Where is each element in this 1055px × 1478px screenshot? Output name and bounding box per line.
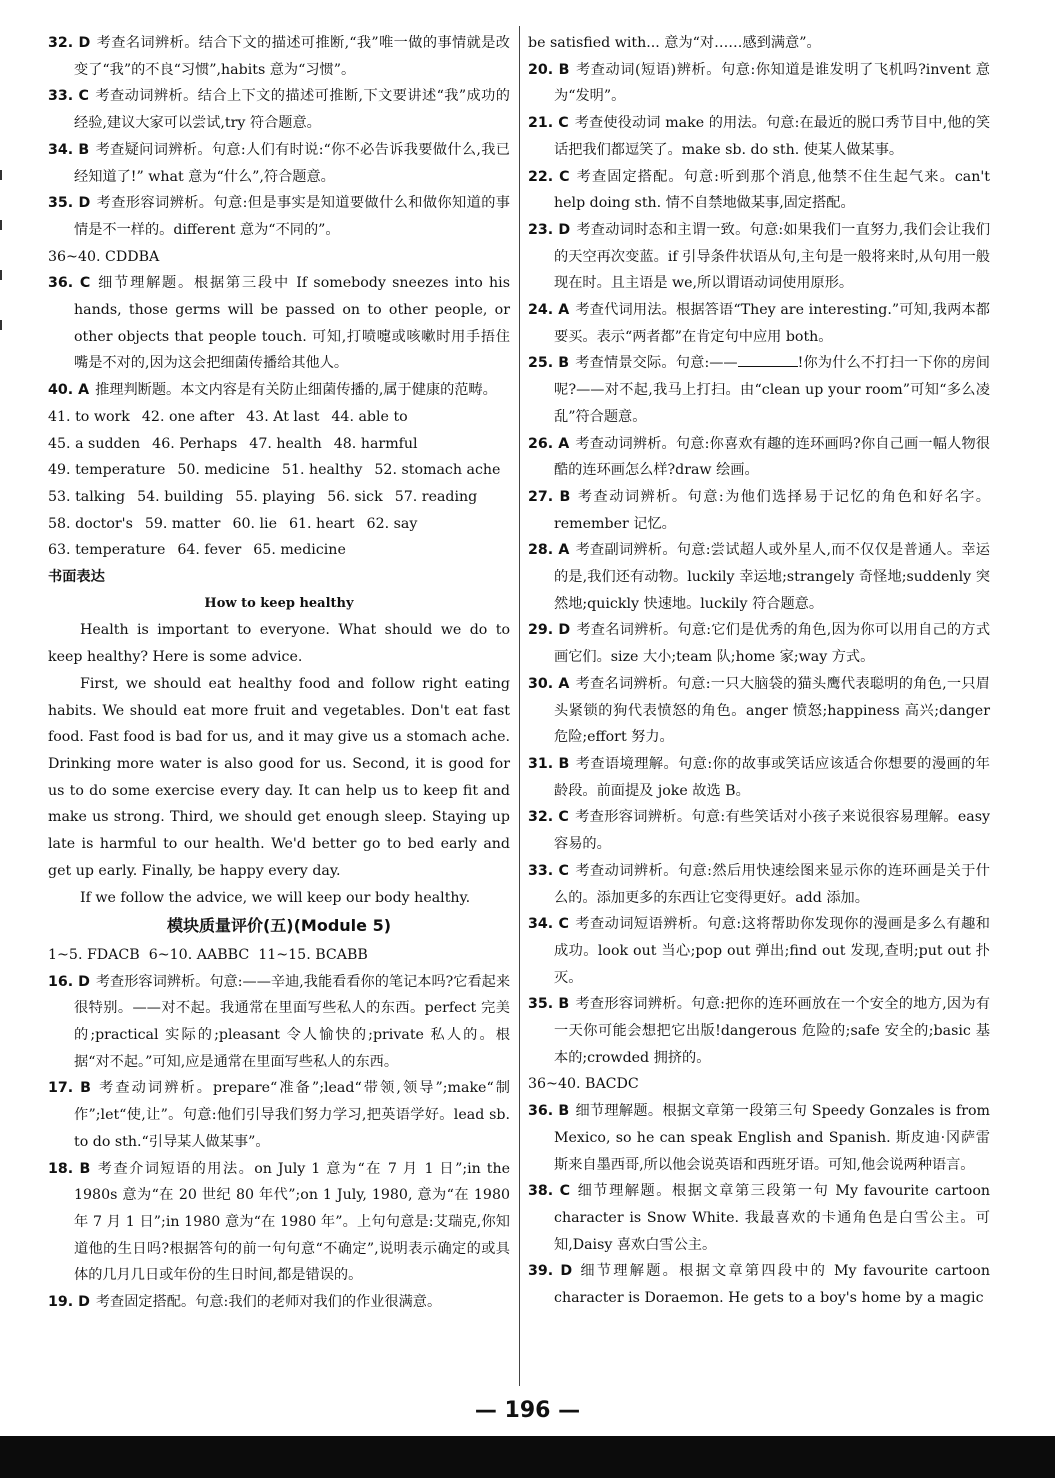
answer-number: 32. D <box>48 35 91 51</box>
answer-key-line: 36~40. CDDBA <box>48 248 160 265</box>
answer-text: 考查形容词辨析。句意:有些笑话对小孩子来说很容易理解。easy 容易的。 <box>554 809 991 853</box>
answer-text: 考查动词辨析。句意:你喜欢有趣的连环画吗?你自己画一幅人物很酷的连环画怎么样?draw 绘画。 <box>554 435 990 479</box>
right-answers <box>528 30 990 350</box>
answer-number: 17. B <box>48 1080 91 1097</box>
mark <box>0 220 2 230</box>
answer-number: 32. C <box>528 809 569 826</box>
vocab-answer: 61. heart <box>288 515 355 532</box>
answer-item <box>528 297 990 350</box>
answer-item <box>528 617 990 670</box>
answer-item <box>528 484 990 537</box>
answer-text: 推理判断题。本文内容是有关防止细菌传播的,属于健康的范畴。 <box>95 382 497 399</box>
answer-number: 18. B <box>48 1160 91 1177</box>
answer-item-25 <box>528 350 990 430</box>
answer-number: 30. A <box>528 675 570 692</box>
answer-text: 考查固定搭配。句意:听到那个消息,他禁不住生起气来。can't help doing sth. 情不自禁地做某事,固定搭配。 <box>554 168 990 212</box>
mark <box>0 170 2 180</box>
answer-item <box>528 751 990 804</box>
vocab-answer: 42. one after <box>141 408 235 425</box>
vocab-answer: 49. temperature <box>48 462 166 479</box>
vocab-answers <box>48 404 510 564</box>
right-column <box>528 30 990 1312</box>
mark <box>0 320 2 330</box>
answer-number: 33. C <box>48 88 89 105</box>
answer-number: 29. D <box>528 622 571 639</box>
vocab-answer: 58. doctor's <box>48 515 133 532</box>
answer-text-a: 考查情景交际。句意:—— <box>575 355 738 372</box>
vocab-answer: 52. stomach ache <box>374 462 501 479</box>
answer-text: 细节理解题。根据文章第四段中的 My favourite cartoon character is Doraemon. He gets to a boy's home by a magic <box>554 1263 990 1307</box>
vocab-answer: 48. harmful <box>333 435 418 452</box>
answer-text: 考查动词辨析。句意:然后用快速绘图来显示你的连环画是关于什么的。添加更多的东西让它变得更好。add 添加。 <box>554 862 990 906</box>
vocab-answer: 64. fever <box>177 542 242 559</box>
answer-item <box>528 991 990 1071</box>
answer-number: 40. A <box>48 382 90 399</box>
answer-text: 考查名词辨析。句意:一只大脑袋的猫头鹰代表聪明的角色,一只眉头紧锁的狗代表愤怒的角色。anger 愤怒;happiness 高兴;danger 危险;effort 努力。 <box>554 675 990 746</box>
writing-section-label: 书面表达 <box>48 569 105 586</box>
answer-number: 20. B <box>528 61 570 78</box>
left-column <box>48 30 510 1316</box>
mark <box>0 270 2 280</box>
answer-number: 34. B <box>48 141 90 158</box>
answer-text: 考查动词短语辨析。句意:这将帮助你发现你的漫画是多么有趣和成功。look out 当心;pop out 弹出;find out 发现,查明;put out 扑灭。 <box>554 916 990 986</box>
answers-line: 1~5. FDACB 6~10. AABBC 11~15. BCABB <box>48 946 368 963</box>
bottom-scan-edge <box>0 1436 1055 1478</box>
answer-number: 33. C <box>528 862 569 879</box>
answer-item <box>528 431 990 484</box>
answer-text: 考查动词(短语)辨析。句意:你知道是谁发明了飞机吗?invent 意为“发明”。 <box>554 61 990 105</box>
answer-item <box>528 1258 990 1311</box>
answer-item <box>528 858 990 911</box>
answer-text: 考查形容词辨析。句意:——辛迪,我能看看你的笔记本吗?它看起来很特别。——对不起。我通常在里面写些私人的东西。perfect 完美的;practical 实际的;pleasant 令人愉快的;private 私人的。根据“对不起。”可知,应是通常在里面写些私人的东西。 <box>74 973 511 1070</box>
essay-body <box>48 617 510 911</box>
answer-item <box>528 217 990 297</box>
answer-item <box>528 1098 990 1178</box>
answer-item <box>528 911 990 991</box>
answer-number: 25. B <box>528 355 570 372</box>
answer-text: 考查疑问词辨析。句意:人们有时说:“你不必告诉我要做什么,我已经知道了!” what 意为“什么”,符合题意。 <box>74 141 510 185</box>
vocab-answer: 50. medicine <box>177 462 270 479</box>
answer-item <box>528 1178 990 1258</box>
answer-number: 21. C <box>528 115 569 132</box>
continued-text: be satisfied with... 意为“对……感到满意”。 <box>528 35 821 51</box>
answer-number: 36. C <box>48 275 91 292</box>
answer-text: 考查介词短语的用法。on July 1 意为“在 7 月 1 日”;in the 1980s 意为“在 20 世纪 80 年代”;on 1 July, 1980, 意为“在 1980 年 7 月 1 日”;in 1980 意为“在 1980 年”。上句句意是:艾瑞克,你知道他的生日吗?根据答句的前一句句意“不确定”,说明表示确定的或具体的几月几日或年份的生日时间,都是错误的。 <box>74 1160 510 1284</box>
answer-item <box>528 671 990 751</box>
vocab-answer: 65. medicine <box>253 542 346 559</box>
answer-text: 细节理解题。根据文章第三段第一句 My favourite cartoon character is Snow White. 我最喜欢的卡通角色是白雪公主。可知,Daisy 喜欢白雪公主。 <box>554 1183 991 1253</box>
answer-number: 28. A <box>528 542 570 559</box>
vocab-answer: 55. playing <box>235 488 316 505</box>
answer-text: 考查使役动词 make 的用法。句意:在最近的脱口秀节目中,他的笑话把我们都逗笑了。make sb. do sth. 使某人做某事。 <box>554 115 991 158</box>
answer-item <box>48 377 510 404</box>
left-answers-2 <box>48 969 510 1316</box>
answer-number: 36. B <box>528 1103 570 1120</box>
vocab-answer: 45. a sudden <box>48 435 141 452</box>
answer-item <box>48 30 510 83</box>
essay-title: How to keep healthy <box>204 595 354 611</box>
answer-item <box>48 969 510 1076</box>
answer-text: 考查语境理解。句意:你的故事或笑话应该适合你想要的漫画的年龄段。前面提及 joke 故选 B。 <box>554 755 990 799</box>
answer-text: 考查动词辨析。句意:为他们选择易于记忆的角色和好名字。remember 记忆。 <box>554 488 990 532</box>
answer-item <box>48 270 510 377</box>
answer-item <box>48 1156 510 1290</box>
binding-marks <box>0 170 6 370</box>
fill-blank <box>738 354 798 367</box>
answer-text: 考查副词辨析。句意:尝试超人或外星人,而不仅仅是普通人。幸运的是,我们还有动物。luckily 幸运地;strangely 奇怪地;suddenly 突然地;quickly 快速地。luckily 符合题意。 <box>554 542 990 612</box>
answer-text: 考查形容词辨析。句意:但是事实是知道要做什么和做你知道的事情是不一样的。different 意为“不同的”。 <box>74 195 510 238</box>
answer-number: 26. A <box>528 435 570 452</box>
answer-text: 考查动词辨析。prepare“准备”;lead“带领,领导”;make“制作”;let“使,让”。句意:他们引导我们努力学习,把英语学好。lead sb. to do sth.“引导某人做某事”。 <box>74 1080 510 1150</box>
answer-number: 34. C <box>528 916 569 933</box>
answer-number: 27. B <box>528 488 571 505</box>
vocab-answer: 60. lie <box>232 515 277 532</box>
essay-paragraph: Health is important to everyone. What should we do to keep healthy? Here is some advice. <box>48 622 510 666</box>
answer-item <box>528 537 990 617</box>
answer-item <box>48 1289 510 1316</box>
answer-item <box>528 110 990 163</box>
page-number: — 196 — <box>474 1398 581 1423</box>
vocab-answer: 51. healthy <box>281 462 363 479</box>
vocab-answer: 63. temperature <box>48 542 166 559</box>
vocab-answer: 47. health <box>249 435 322 452</box>
answer-text: 考查名词辨析。句意:它们是优秀的角色,因为你可以用自己的方式画它们。size 大小;team 队;home 家;way 方式。 <box>554 622 991 666</box>
answer-number: 19. D <box>48 1294 90 1311</box>
answer-number: 16. D <box>48 973 90 990</box>
essay-paragraph: First, we should eat healthy food and follow right eating habits. We should eat more fruit and vegetables. Don't eat fast food. Fast food is bad for us, and it may give us a stomach ache. Drinking more water is also good for us. Second, it is good for us to do some exercise every day. It can help us to keep fit and make us strong. Third, we should get enough sleep. Staying up late is harmful to our health. We'd better go to bed early and get up early. Finally, be happy every day. <box>48 675 510 879</box>
module-title: 模块质量评价(五)(Module 5) <box>166 916 392 936</box>
answer-text: 考查形容词辨析。句意:把你的连环画放在一个安全的地方,因为有一天你可能会想把它出版!dangerous 危险的;safe 安全的;basic 基本的;crowded 拥挤的。 <box>554 996 991 1066</box>
column-divider <box>519 26 520 1386</box>
answer-item <box>48 137 510 190</box>
answer-number: 35. D <box>48 195 91 212</box>
vocab-answer: 59. matter <box>144 515 221 532</box>
answer-text: 考查固定搭配。句意:我们的老师对我们的作业很满意。 <box>95 1294 442 1311</box>
answer-item <box>48 1075 510 1155</box>
answer-number: 23. D <box>528 221 571 238</box>
answer-number: 35. B <box>528 996 570 1013</box>
answer-number: 22. C <box>528 168 570 185</box>
vocab-answer: 53. talking <box>48 488 126 505</box>
answer-number: 31. B <box>528 755 570 772</box>
vocab-answer: 44. able to <box>331 408 408 425</box>
answer-item <box>48 190 510 243</box>
vocab-answer: 41. to work <box>48 408 130 425</box>
answer-text: 考查动词辨析。结合上下文的描述可推断,下文要讲述“我”成功的经验,建议大家可以尝试,try 符合题意。 <box>74 88 510 132</box>
vocab-answer: 46. Perhaps <box>152 435 238 452</box>
vocab-answer: 62. say <box>366 515 418 532</box>
answer-text: 细节理解题。根据第三段中 If somebody sneezes into his hands, those germs will be passed on to other people, or other objects that people touch. 可知,打喷嚏或咳嗽时用手捂住嘴是不对的,因为这会把细菌传播给其他人。 <box>74 275 510 372</box>
answer-number: 24. A <box>528 302 570 319</box>
answer-text-b: !你为什么不打扫一下你的房间呢?——对不起,我马上打扫。由“clean up your room”可知“多么凌乱”符合题意。 <box>554 355 990 425</box>
vocab-answer: 54. building <box>137 488 224 505</box>
essay-paragraph: If we follow the advice, we will keep our body healthy. <box>80 889 471 906</box>
answer-text: 考查名词辨析。结合下文的描述可推断,“我”唯一做的事情就是改变了“我”的不良“习惯”,habits 意为“习惯”。 <box>74 35 510 78</box>
vocab-answer: 56. sick <box>327 488 383 505</box>
answer-text: 考查代词用法。根据答语“They are interesting.”可知,我两本都要买。表示“两者都”在肯定句中应用 both。 <box>554 302 990 345</box>
left-answers <box>48 30 510 404</box>
answer-key-line: 36~40. BACDC <box>528 1076 639 1093</box>
answer-item <box>528 164 990 217</box>
answer-number: 39. D <box>528 1263 573 1280</box>
answer-item <box>48 83 510 136</box>
right-answers-2 <box>528 431 990 1312</box>
answer-item <box>528 57 990 110</box>
answer-number: 38. C <box>528 1183 571 1200</box>
answer-text: 考查动词时态和主谓一致。句意:如果我们一直努力,我们会让我们的天空再次变蓝。if 引导条件状语从句,主句是一般将来时,从句用一般现在时。且主语是 we,所以谓语动词使用原形。 <box>554 221 991 292</box>
vocab-answer: 43. At last <box>246 408 320 425</box>
answer-item <box>528 804 990 857</box>
answer-text: 细节理解题。根据文章第一段第三句 Speedy Gonzales is from Mexico, so he can speak English and Spanish. 斯皮迪·冈萨雷斯来自墨西哥,所以他会说英语和西班牙语。可知,他会说两种语言。 <box>554 1103 990 1173</box>
vocab-answer: 57. reading <box>394 488 478 505</box>
